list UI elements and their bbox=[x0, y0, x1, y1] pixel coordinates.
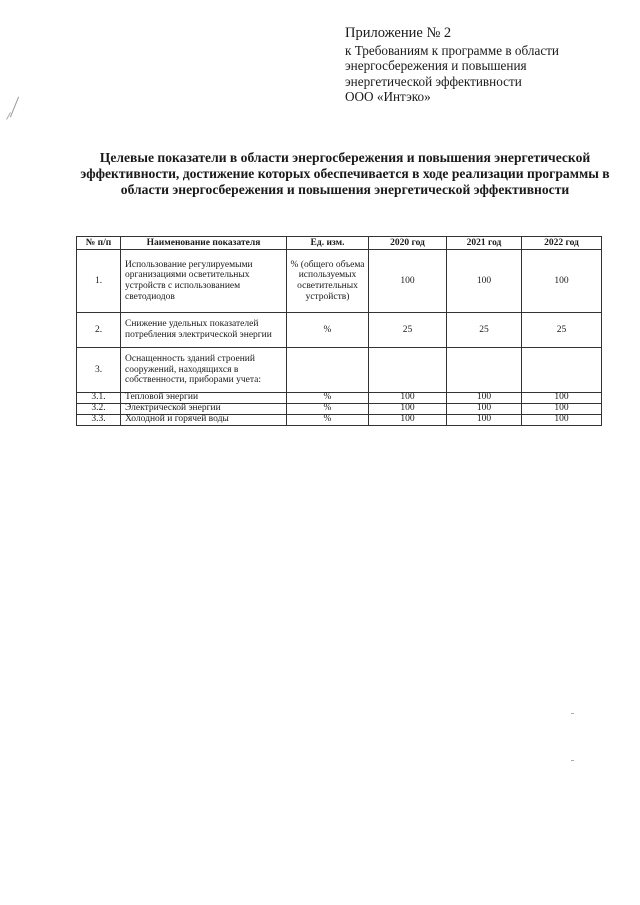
value-2020: 100 bbox=[369, 250, 447, 313]
header-number: № п/п bbox=[77, 237, 121, 250]
appendix-reference-line: к Требованиям к программе в области bbox=[345, 42, 559, 58]
row-number: 3.1. bbox=[77, 393, 121, 404]
scan-mark bbox=[571, 713, 574, 714]
scan-mark bbox=[10, 97, 19, 118]
value-2021: 100 bbox=[447, 415, 522, 426]
indicators-table-container bbox=[76, 236, 602, 426]
indicator-name: Электрической энергии bbox=[121, 404, 287, 415]
indicator-name: Оснащенность зданий строений сооружений, находящихся в собственности, приборами учета: bbox=[121, 348, 287, 393]
indicator-name: Снижение удельных показателей потребления электрической энергии bbox=[121, 313, 287, 348]
document-title: Целевые показатели в области энергосбережения и повышения энергетической эффективности, достижение которых обеспечивается в ходе реализации программы в области энергосбережения и повышения энергетической эффективности bbox=[80, 150, 610, 197]
indicator-unit: % bbox=[287, 404, 369, 415]
indicator-name: Холодной и горячей воды bbox=[121, 415, 287, 426]
value-2021 bbox=[447, 348, 522, 393]
value-2021: 25 bbox=[447, 313, 522, 348]
value-2020: 100 bbox=[369, 404, 447, 415]
indicator-name: Использование регулируемыми организациями осветительных устройств с использованием светодиодов bbox=[121, 250, 287, 313]
row-number: 3.2. bbox=[77, 404, 121, 415]
appendix-reference-line: энергетической эффективности bbox=[345, 73, 522, 89]
value-2022: 100 bbox=[522, 415, 602, 426]
appendix-number: Приложение № 2 bbox=[345, 25, 452, 41]
value-2022 bbox=[522, 348, 602, 393]
row-number: 1. bbox=[77, 250, 121, 313]
header-2020: 2020 год bbox=[369, 237, 447, 250]
scan-mark bbox=[571, 760, 574, 761]
appendix-header bbox=[345, 26, 625, 105]
table-row bbox=[77, 393, 602, 404]
table-row bbox=[77, 250, 602, 313]
header-name: Наименование показателя bbox=[121, 237, 287, 250]
table-row bbox=[77, 415, 602, 426]
indicator-unit: % (общего объема используемых осветительных устройств) bbox=[287, 250, 369, 313]
value-2021: 100 bbox=[447, 250, 522, 313]
table-row bbox=[77, 404, 602, 415]
value-2022: 100 bbox=[522, 250, 602, 313]
value-2022: 100 bbox=[522, 404, 602, 415]
indicator-unit: % bbox=[287, 415, 369, 426]
value-2021: 100 bbox=[447, 404, 522, 415]
header-2021: 2021 год bbox=[447, 237, 522, 250]
appendix-reference-line: энергосбережения и повышения bbox=[345, 58, 527, 74]
indicator-unit: % bbox=[287, 313, 369, 348]
value-2020: 100 bbox=[369, 393, 447, 404]
value-2020: 100 bbox=[369, 415, 447, 426]
appendix-organization: ООО «Интэко» bbox=[345, 89, 431, 105]
table-row bbox=[77, 348, 602, 393]
row-number: 3.3. bbox=[77, 415, 121, 426]
value-2022: 25 bbox=[522, 313, 602, 348]
value-2020 bbox=[369, 348, 447, 393]
indicator-unit bbox=[287, 348, 369, 393]
indicators-table bbox=[76, 236, 602, 426]
value-2020: 25 bbox=[369, 313, 447, 348]
header-2022: 2022 год bbox=[522, 237, 602, 250]
indicator-name: Тепловой энергии bbox=[121, 393, 287, 404]
row-number: 3. bbox=[77, 348, 121, 393]
header-unit: Ед. изм. bbox=[287, 237, 369, 250]
value-2022: 100 bbox=[522, 393, 602, 404]
table-row bbox=[77, 313, 602, 348]
value-2021: 100 bbox=[447, 393, 522, 404]
row-number: 2. bbox=[77, 313, 121, 348]
indicator-unit: % bbox=[287, 393, 369, 404]
table-header-row bbox=[77, 237, 602, 250]
